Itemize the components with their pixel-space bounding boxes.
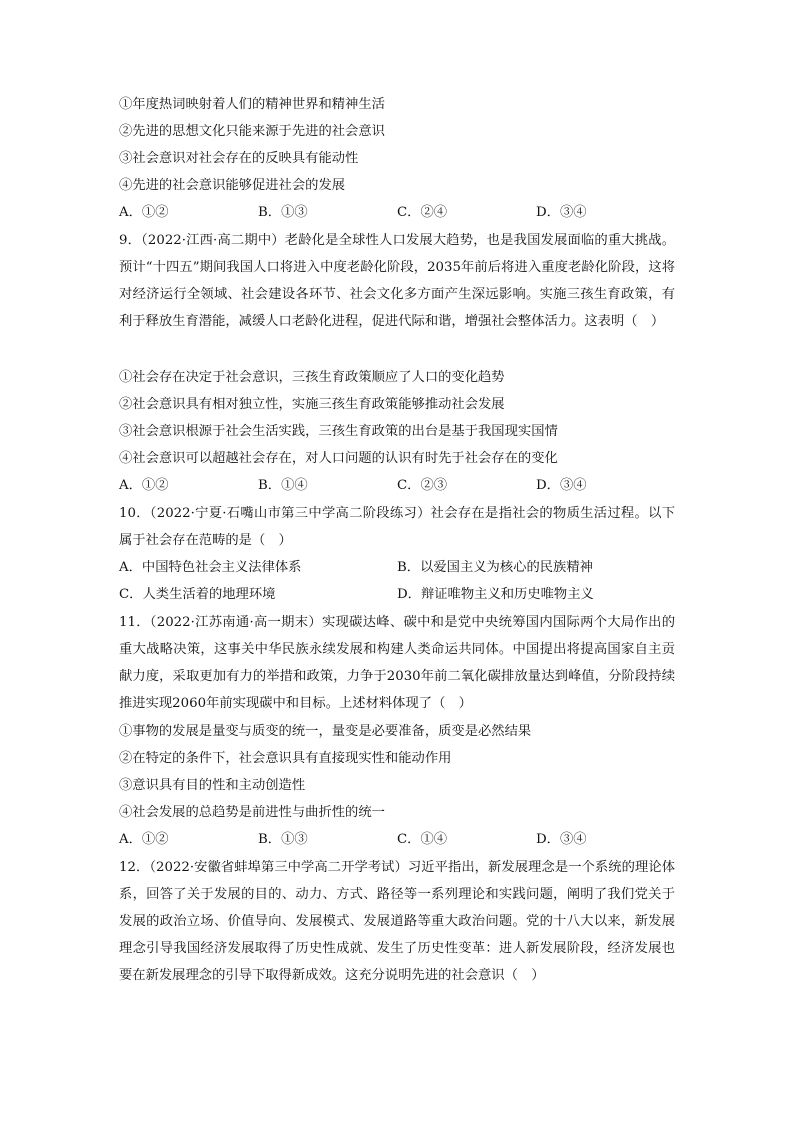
q9-option-d: D．③④ (536, 478, 587, 493)
q9-option-a: A．①② (119, 478, 169, 493)
q8-option-c: C．②④ (397, 205, 448, 220)
q11-statement-2: ②在特定的条件下，社会意识具有直接现实性和能动作用 (119, 751, 452, 766)
q11-option-c: C．①④ (397, 832, 448, 847)
q11-question-text: 11．（2022·江苏南通·高一期末）实现碳达峰、碳中和是党中央统筹国内国际两个大局作出的重大战略决策，这事关中华民族永续发展和构建人类命运共同体。中国提出将提高国家自主贡献力度，采取更加有力的举措和政策，力争于2030年前二氧化碳排放量达到峰值，分阶段持续推进实现2060年前实现碳中和目标。上述材料体现了（ ） (119, 615, 675, 711)
q10-option-a: A．中国特色社会主义法律体系 (119, 560, 302, 575)
q10-option-c: C．人类生活着的地理环境 (119, 587, 276, 602)
q9-statement-2: ②社会意识具有相对独立性，实施三孩生育政策能够推动社会发展 (119, 397, 505, 412)
q11-option-b: B．①③ (258, 832, 308, 847)
q9-statement-3: ③社会意识根源于社会生活实践，三孩生育政策的出台是基于我国现实国情 (119, 424, 558, 439)
q10-question-text: 10．（2022·宁夏·石嘴山市第三中学高二阶段练习）社会存在是指社会的物质生活过程。以下属于社会存在范畴的是（ ） (119, 506, 675, 548)
q11-statement-1: ①事物的发展是量变与质变的统一，量变是必要准备，质变是必然结果 (119, 724, 532, 739)
q11-option-d: D．③④ (536, 832, 587, 847)
q8-statement-2: ②先进的思想文化只能来源于先进的社会意识 (119, 124, 385, 139)
q9-statement-1: ①社会存在决定于社会意识，三孩生育政策顺应了人口的变化趋势 (119, 370, 505, 385)
q11-statement-3: ③意识具有目的性和主动创造性 (119, 778, 306, 793)
q11-statement-4: ④社会发展的总趋势是前进性与曲折性的统一 (119, 805, 385, 820)
q8-statement-1: ①年度热词映射着人们的精神世界和精神生活 (119, 97, 385, 112)
q12-question-text: 12．（2022·安徽省蚌埠第三中学高二开学考试）习近平指出，新发展理念是一个系统的理论体系，回答了关于发展的目的、动力、方式、路径等一系列理论和实践问题，阐明了我们党关于发展的政治立场、价值导向、发展模式、发展道路等重大政治问题。党的十八大以来，新发展理念引导我国经济发展取得了历史性成就、发生了历史性变革：进人新发展阶段，经济发展也要在新发展理念的引导下取得新成效。这充分说明先进的社会意识（ ） (119, 860, 675, 983)
q9-statement-4: ④社会意识可以超越社会存在，对人口问题的认识有时先于社会存在的变化 (119, 451, 558, 466)
q10-option-b: B．以爱国主义为核心的民族精神 (397, 560, 593, 575)
q11-option-a: A．①② (119, 832, 169, 847)
q8-option-a: A．①② (119, 205, 169, 220)
q8-option-d: D．③④ (536, 205, 587, 220)
q9-question-text: 9．（2022·江西·高二期中）老龄化是全球性人口发展大趋势，也是我国发展面临的重大挑战。预计“十四五”期间我国人口将进入中度老龄化阶段，2035年前后将进入重度老龄化阶段，这将对经济运行全领域、社会建设各环节、社会文化多方面产生深远影响。实施三孩生育政策，有利于释放生育潜能，减缓人口老龄化进程，促进代际和谐，增强社会整体活力。这表明（ ） (119, 233, 675, 329)
q8-statement-3: ③社会意识对社会存在的反映具有能动性 (119, 151, 359, 166)
q9-option-c: C．②③ (397, 478, 448, 493)
q8-statement-4: ④先进的社会意识能够促进社会的发展 (119, 178, 346, 193)
q9-option-b: B．①④ (258, 478, 308, 493)
q10-option-d: D．辩证唯物主义和历史唯物主义 (397, 587, 594, 602)
q8-option-b: B．①③ (258, 205, 308, 220)
